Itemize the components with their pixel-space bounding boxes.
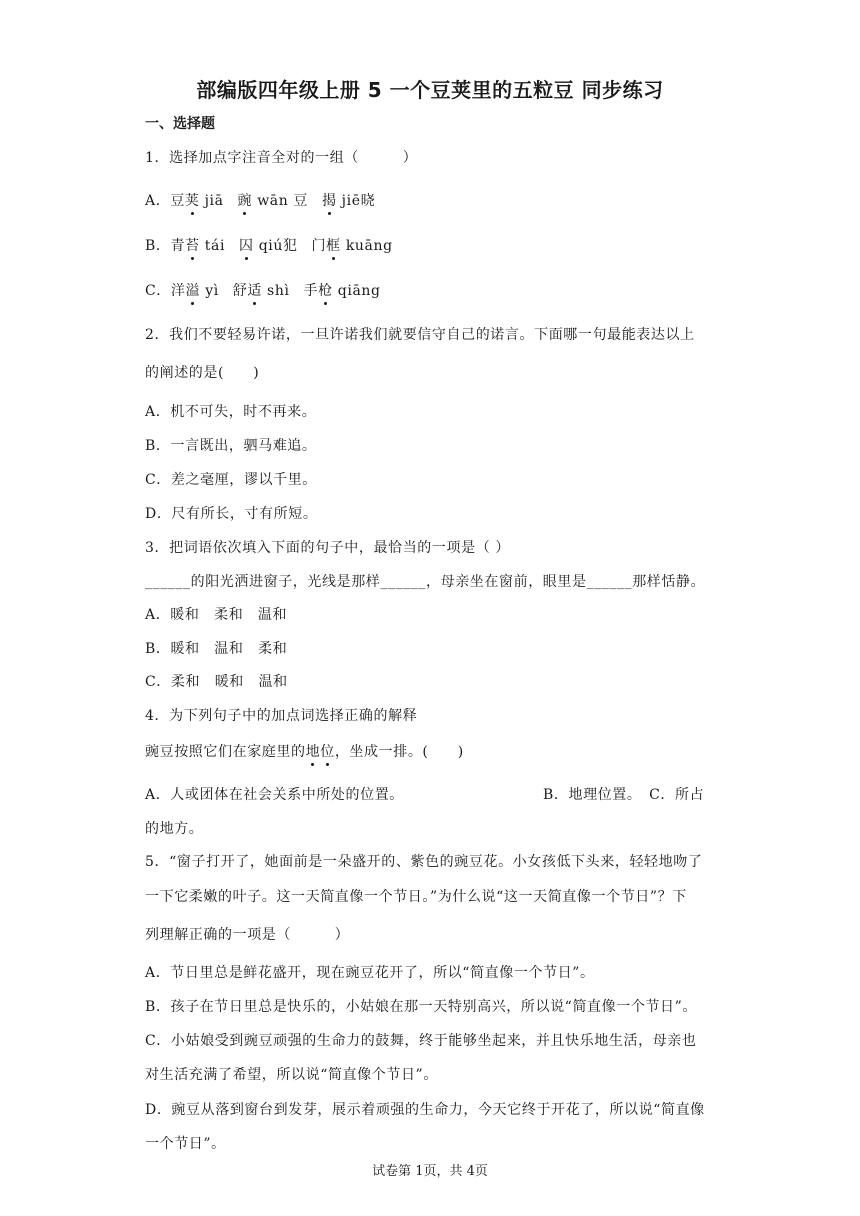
section-heading: 一、选择题 xyxy=(145,116,215,132)
q3-option-b: B．暖和 温和 柔和 xyxy=(145,641,288,657)
q4-sentence-start: 豌豆按照它们在家庭里的 xyxy=(145,744,306,760)
q2-option-c: C．差之毫厘，谬以千里。 xyxy=(145,472,317,488)
q1-c-g2b: shì xyxy=(262,283,290,299)
q5-stem-line3: 列理解正确的一项是（ ） xyxy=(145,927,350,943)
q5-option-d-line2: 一个节日”。 xyxy=(145,1136,226,1152)
q1-a-g1a: 豆 xyxy=(170,193,185,209)
q1-b-prefix: B． xyxy=(145,238,171,254)
q4-option-bc: B．地理位置。 C．所占 xyxy=(543,787,705,803)
q1-c-prefix: C． xyxy=(145,283,171,299)
q1-b-dotted-char: 囚 xyxy=(239,238,254,254)
q1-option-a xyxy=(145,190,375,210)
q2-stem-line1: 2．我们不要轻易许诺，一旦许诺我们就要信守自己的诺言。下面哪一句最能表达以上 xyxy=(145,327,695,343)
q4-sentence xyxy=(145,741,464,761)
q1-b-g1a: 青 xyxy=(170,238,186,254)
q1-b-dotted-char: 框 xyxy=(326,238,341,254)
q3-sentence: ______的阳光洒进窗子，光线是那样______，母亲坐在窗前，眼里是______那样恬静。 xyxy=(145,574,706,590)
q1-b-g3b: kuāng xyxy=(340,238,393,254)
q1-c-dotted-char: 适 xyxy=(247,283,262,299)
page-footer: 试卷第 1页，共 4页 xyxy=(372,1164,488,1179)
q3-option-c: C．柔和 暖和 温和 xyxy=(145,674,288,690)
q2-stem-line2: 的阐述的是( ) xyxy=(145,365,260,381)
q1-b-g2b: qiú犯 xyxy=(253,238,298,254)
q3-stem: 3．把词语依次填入下面的句子中，最恰当的一项是（ ） xyxy=(145,540,510,556)
q1-c-g3b: qiāng xyxy=(332,283,381,299)
q1-c-g1a: 洋 xyxy=(170,283,186,299)
q1-option-b xyxy=(145,235,393,255)
q1-c-dotted-char: 溢 xyxy=(185,283,201,299)
q2-option-d: D．尺有所长，寸有所短。 xyxy=(145,506,318,522)
q5-stem-line1: 5．“窗子打开了，她面前是一朵盛开的、紫色的豌豆花。小女孩低下头来，轻轻地吻了 xyxy=(145,854,703,870)
q1-c-g1b: yì xyxy=(200,283,219,299)
q4-dotted-char: 地 xyxy=(305,744,321,760)
q5-option-b: B．孩子在节日里总是快乐的，小姑娘在那一天特别高兴，所以说“简直像一个节日”。 xyxy=(145,999,697,1015)
q5-option-c-line2: 对生活充满了希望，所以说“简直像个节日”。 xyxy=(145,1067,438,1083)
q1-a-dotted-char: 荚 xyxy=(184,193,200,209)
q1-a-g1b: jiā xyxy=(199,193,224,209)
q4-stem: 4．为下列句子中的加点词选择正确的解释 xyxy=(145,708,418,724)
q1-a-prefix: A． xyxy=(145,193,171,209)
q4-dotted-char: 位 xyxy=(320,744,335,760)
q1-a-g3b: jiē晓 xyxy=(336,193,376,209)
q2-option-a: A．机不可失，时不再来。 xyxy=(145,404,317,420)
q1-stem: 1．选择加点字注音全对的一组（ ） xyxy=(145,150,418,166)
q4-option-c-cont: 的地方。 xyxy=(145,821,204,837)
q3-option-a: A．暖和 柔和 温和 xyxy=(145,607,288,623)
q1-c-g2a: 舒 xyxy=(232,283,248,299)
q5-option-c-line1: C．小姑娘受到豌豆顽强的生命力的鼓舞，终于能够坐起来，并且快乐地生活，母亲也 xyxy=(145,1033,697,1049)
q2-option-b: B．一言既出，驷马难追。 xyxy=(145,438,317,454)
q1-b-g3a: 门 xyxy=(311,238,327,254)
q1-option-c xyxy=(145,280,381,300)
q1-b-g1b: tái xyxy=(199,238,226,254)
q1-a-g2b: wān 豆 xyxy=(252,193,309,209)
q1-a-dotted-char: 揭 xyxy=(322,193,337,209)
q5-stem-line2: 一下它柔嫩的叶子。这一天简直像一个节日。”为什么说“这一天简直像一个节日”？下 xyxy=(145,889,687,905)
q1-b-dotted-char: 苔 xyxy=(185,238,200,254)
page-title: 部编版四年级上册 5 一个豆荚里的五粒豆 同步练习 xyxy=(196,78,664,102)
q4-option-a: A．人或团体在社会关系中所处的位置。 xyxy=(145,787,404,803)
q1-c-g3a: 手 xyxy=(303,283,319,299)
q5-option-d-line1: D．豌豆从落到窗台到发芽，展示着顽强的生命力，今天它终于开花了，所以说“简直像 xyxy=(145,1102,705,1118)
q5-option-a: A．节日里总是鲜花盛开，现在豌豆花开了，所以“简直像一个节日”。 xyxy=(145,965,595,981)
q1-a-dotted-char: 豌 xyxy=(237,193,253,209)
q4-sentence-end: ，坐成一排。( ) xyxy=(334,744,464,760)
q1-c-dotted-char: 枪 xyxy=(318,283,333,299)
